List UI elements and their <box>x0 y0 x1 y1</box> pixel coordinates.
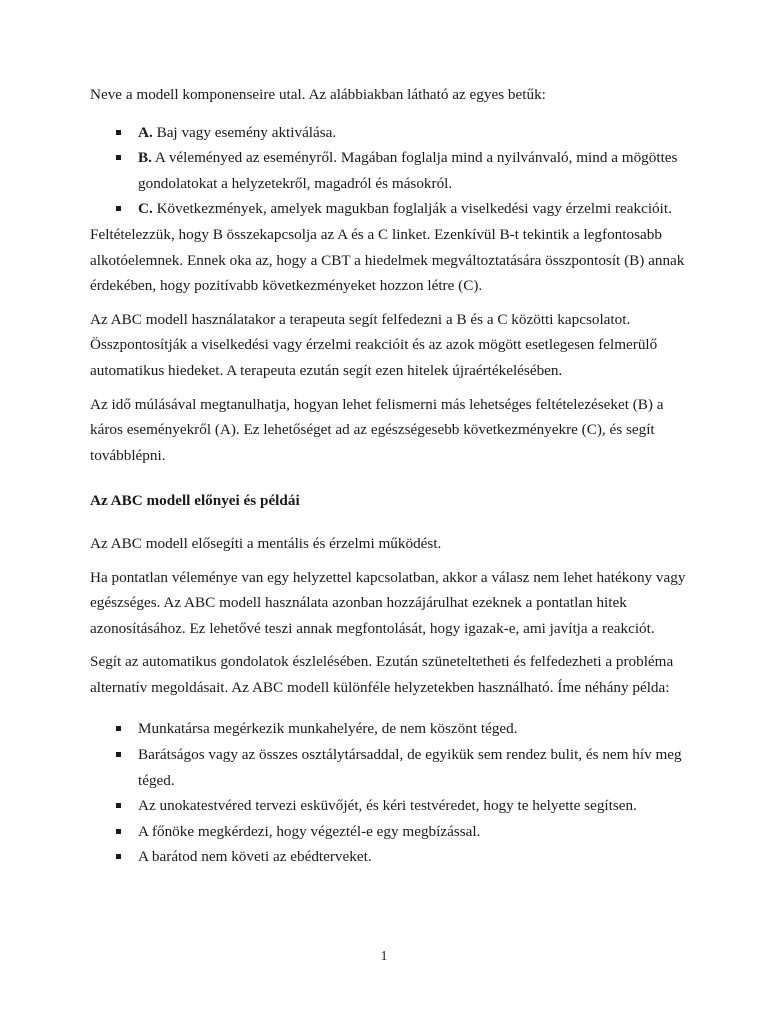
component-text: Baj vagy esemény aktiválása. <box>152 123 337 141</box>
list-item: Barátságos vagy az összes osztálytársaddal, de egyikük sem rendez bulit, és nem hív meg téged. <box>90 742 690 793</box>
list-item: Az unokatestvéred tervezi esküvőjét, és kéri testvéredet, hogy te helyette segítsen. <box>90 793 690 819</box>
page-number: 1 <box>380 948 388 963</box>
component-text: Következmények, amelyek magukban foglalják a viselkedési vagy érzelmi reakcióit. <box>152 200 672 218</box>
list-item: A főnöke megkérdezi, hogy végeztél-e egy megbízással. <box>90 819 690 845</box>
body-paragraph: Segít az automatikus gondolatok észlelésében. Ezután szüneteltetheti és felfedezheti a probléma alternatív megoldásait. Az ABC modell különféle helyzetekben használható. Íme néhány példa: <box>90 653 674 696</box>
list-item: Munkatársa megérkezik munkahelyére, de nem köszönt téged. <box>90 716 690 742</box>
body-paragraph: Az ABC modell elősegíti a mentális és érzelmi működést. <box>90 534 442 552</box>
body-paragraph: Ha pontatlan véleménye van egy helyzettel kapcsolatban, akkor a válasz nem lehet hatékony vagy egészséges. Az ABC modell használata azonban hozzájárulhat ezeknek a pontatlan hitek azonosításához. Ez lehetővé teszi annak megfontolását, hogy igazak-e, ami javítja a reakciót. <box>90 568 686 637</box>
body-paragraph: Az ABC modell használatakor a terapeuta segít felfedezni a B és a C közötti kapcsolatot. Összpontosítják a viselkedési vagy érzelmi reakcióit és az azok mögött esetlegesen felmerülő automatikus hiedeket. A terapeuta ezután segít ezen hitelek újraértékelésében. <box>90 310 658 379</box>
examples-list <box>90 716 690 870</box>
list-item: A barátod nem követi az ebédterveket. <box>90 844 690 870</box>
component-letter: B. <box>138 149 152 167</box>
section-heading: Az ABC modell előnyei és példái <box>90 492 300 510</box>
component-letter: A. <box>138 123 153 141</box>
body-paragraph: Az idő múlásával megtanulhatja, hogyan lehet felismerni más lehetséges feltételezéseket (B) a káros eseményekről (A). Ez lehetőséget ad az egészségesebb következményekre (C), és segít továbblépni. <box>90 395 664 464</box>
component-text: A véleményed az eseményről. Magában foglalja mind a nyilvánvaló, mind a mögöttes gondolatokat a helyzetekről, magadról és másokról. <box>138 149 678 192</box>
list-item <box>90 120 690 146</box>
components-list <box>90 120 690 222</box>
body-paragraph: Feltételezzük, hogy B összekapcsolja az A és a C linket. Ezenkívül B-t tekintik a legfontosabb alkotóelemnek. Ennek oka az, hogy a CBT a hiedelmek megváltoztatására összpontosít (B) annak érdekében, hogy pozitívabb következményeket hozzon létre (C). <box>90 225 685 295</box>
component-letter: C. <box>138 200 153 218</box>
list-item <box>90 196 690 222</box>
document-page <box>90 82 690 870</box>
intro-paragraph: Neve a modell komponenseire utal. Az alábbiakban látható az egyes betűk: <box>90 86 546 103</box>
list-item <box>90 145 690 196</box>
